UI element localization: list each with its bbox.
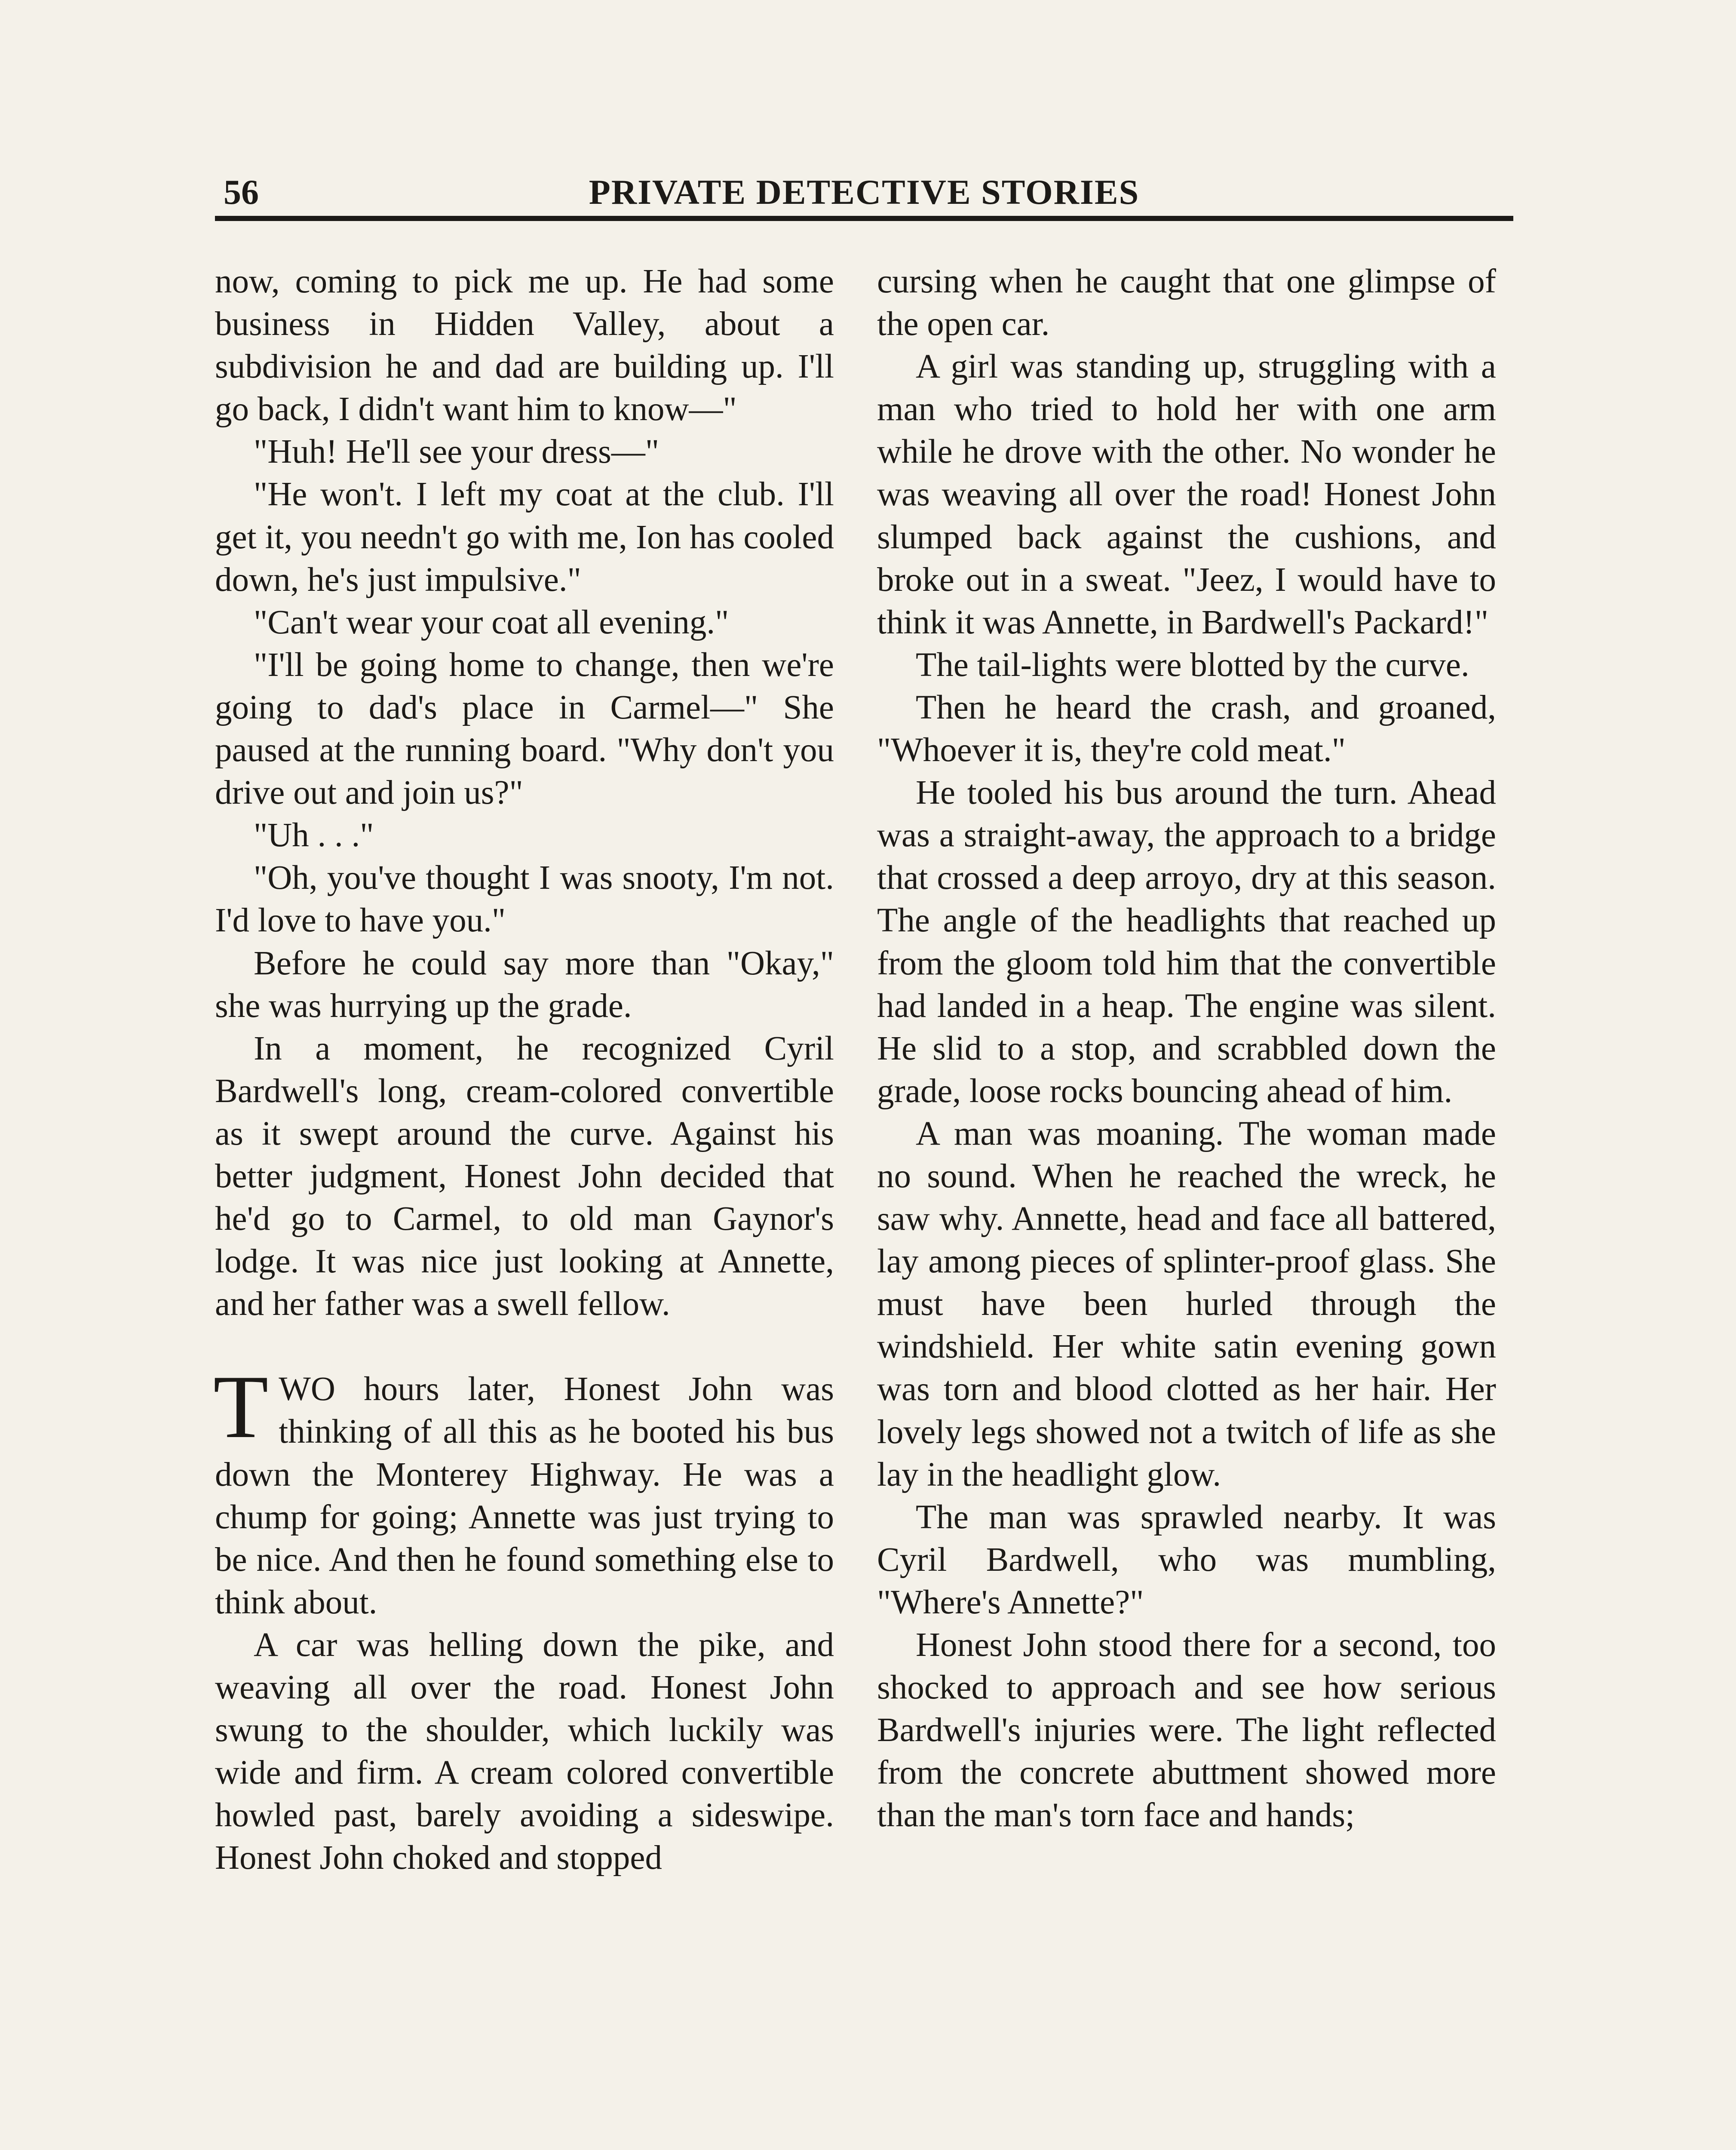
section-opening-text: WO hours later, Honest John was thinking of all this as he booted his bus down the Monterey Highway. He was a chump for going; Annette was just trying to be nice. And then he found something else to think about.: [215, 1370, 834, 1621]
paragraph: A girl was standing up, struggling with a man who tried to hold her with one arm while he drove with the other. No wonder he was weaving all over the road! Honest John slumped back against the cushions, and broke out in a sweat. "Jeez, I would have to think it was Annette, in Bardwell's Packard!": [877, 348, 1496, 641]
paragraph: cursing when he caught that one glimpse of the open car.: [877, 263, 1496, 343]
paragraph: A car was helling down the pike, and weaving all over the road. Honest John swung to the shoulder, which luckily was wide and firm. A cream colored convertible howled past, barely avoiding a sideswipe. Honest John choked and stopped: [215, 1626, 834, 1877]
section-opening-paragraph: [213, 1357, 834, 1624]
paragraph: "Huh! He'll see your dress—": [254, 433, 659, 471]
header-rule: [215, 216, 1513, 221]
paragraph: "He won't. I left my coat at the club. I'll get it, you needn't go with me, Ion has cooled down, he's just impulsive.": [215, 476, 834, 599]
paragraph: Honest John stood there for a second, too shocked to approach and see how serious Bardwell's injuries were. The light reflected from the concrete abuttment showed more than the man's torn face and hands;: [877, 1626, 1496, 1834]
paragraph: "Uh . . .": [254, 817, 374, 854]
paragraph: "I'll be going home to change, then we're going to dad's place in Carmel—" She paused at the running board. "Why don't you drive out and join us?": [215, 646, 834, 812]
paragraph: The man was sprawled nearby. It was Cyril Bardwell, who was mumbling, "Where's Annette?": [877, 1498, 1496, 1621]
paragraph: The tail-lights were blotted by the curve.: [916, 646, 1469, 684]
paragraph: He tooled his bus around the turn. Ahead was a straight-away, the approach to a bridge that crossed a deep arroyo, dry at this season. The angle of the headlights that reached up from the gloom told him that the convertible had landed in a heap. The engine was silent. He slid to a stop, and scrabbled down the grade, loose rocks bouncing ahead of him.: [877, 774, 1496, 1110]
magazine-title: PRIVATE DETECTIVE STORIES: [589, 172, 1140, 212]
right-text-column: [877, 260, 1496, 1837]
paragraph: "Oh, you've thought I was snooty, I'm not. I'd love to have you.": [215, 859, 834, 940]
page-header: [215, 172, 1513, 219]
paragraph: In a moment, he recognized Cyril Bardwell's long, cream-colored convertible as it swept around the curve. Against his better judgment, Honest John decided that he'd go to Carmel, to old man Gaynor's lodge. It was nice just looking at Annette, and her father was a swell fellow.: [215, 1029, 834, 1323]
paragraph: "Can't wear your coat all evening.": [254, 603, 729, 641]
page-number: 56: [224, 172, 259, 212]
left-text-column: [215, 260, 834, 1879]
paragraph: A man was moaning. The woman made no sound. When he reached the wreck, he saw why. Annette, head and face all battered, lay among pieces of splinter-proof glass. She must have been hurled through the windshield. Her white satin evening gown was torn and blood clotted as her hair. Her lovely legs showed not a twitch of life as she lay in the headlight glow.: [877, 1115, 1496, 1493]
paragraph: now, coming to pick me up. He had some business in Hidden Valley, about a subdivision he and dad are building up. I'll go back, I didn't want him to know—": [215, 263, 834, 428]
paragraph: Before he could say more than "Okay," she was hurrying up the grade.: [215, 944, 834, 1025]
paragraph: Then he heard the crash, and groaned, "Whoever it is, they're cold meat.": [877, 688, 1496, 769]
drop-cap: T: [213, 1357, 269, 1457]
